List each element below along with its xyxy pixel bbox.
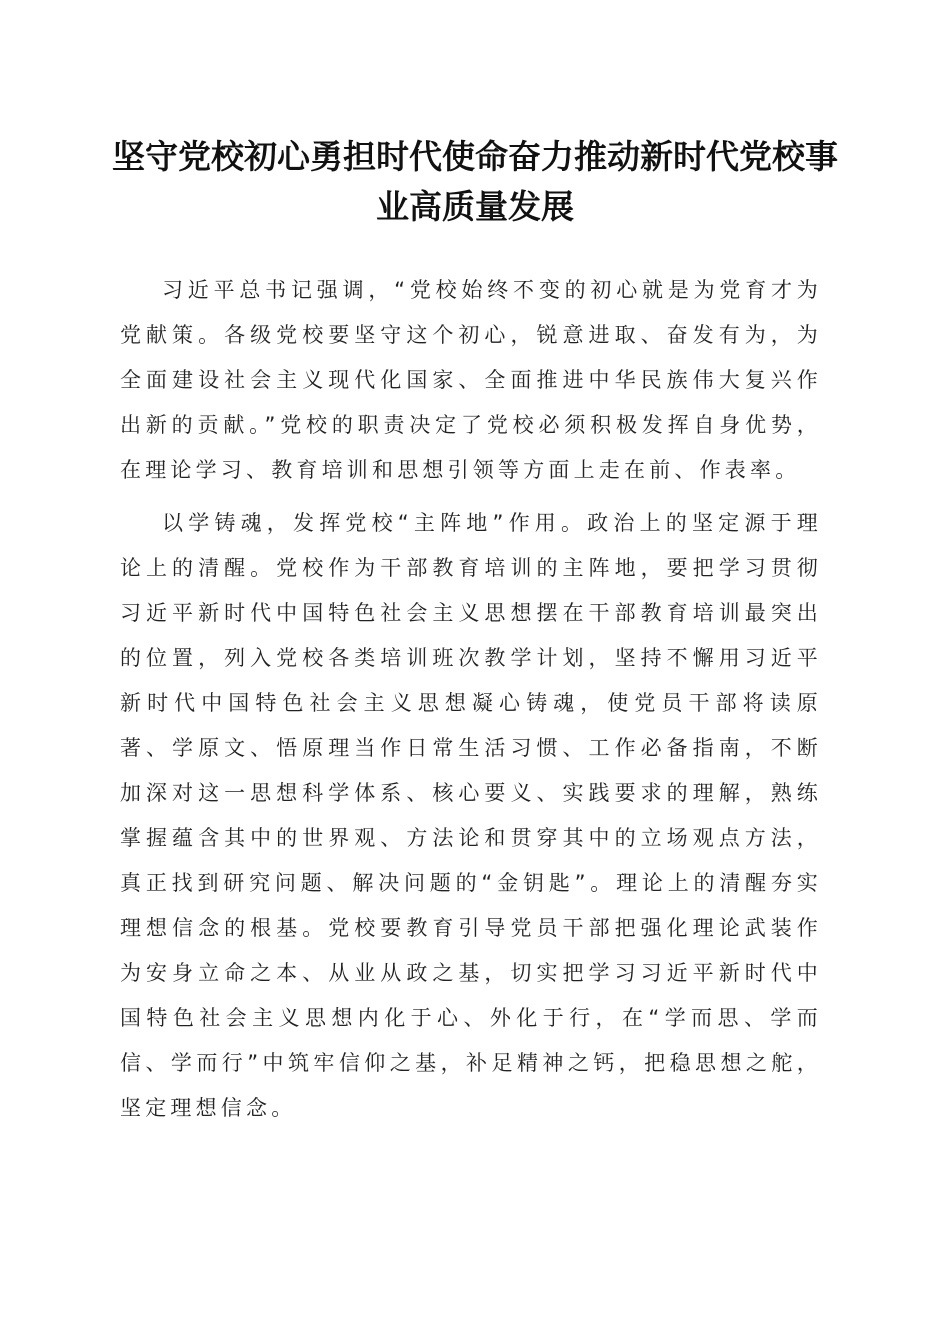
document-title: 坚守党校初心勇担时代使命奋力推动新时代党校事业高质量发展 [112, 137, 838, 226]
document-body [120, 268, 822, 1131]
paragraph-1: 习近平总书记强调，“党校始终不变的初心就是为党育才为党献策。各级党校要坚守这个初心，锐意进取、奋发有为，为全面建设社会主义现代化国家、全面推进中华民族伟大复兴作出新的贡献。”党校的职责决定了党校必须积极发挥自身优势，在理论学习、教育培训和思想引领等方面上走在前、作表率。 [120, 278, 822, 482]
paragraph-2: 以学铸魂，发挥党校“主阵地”作用。政治上的坚定源于理论上的清醒。党校作为干部教育培训的主阵地，要把学习贯彻习近平新时代中国特色社会主义思想摆在干部教育培训最突出的位置，列入党校各类培训班次教学计划，坚持不懈用习近平新时代中国特色社会主义思想凝心铸魂，使党员干部将读原著、学原文、悟原理当作日常生活习惯、工作必备指南，不断加深对这一思想科学体系、核心要义、实践要求的理解，熟练掌握蕴含其中的世界观、方法论和贯穿其中的立场观点方法，真正找到研究问题、解决问题的“金钥匙”。理论上的清醒夯实理想信念的根基。党校要教育引导党员干部把强化理论武装作为安身立命之本、从业从政之基，切实把学习习近平新时代中国特色社会主义思想内化于心、外化于行，在“学而思、学而信、学而行”中筑牢信仰之基，补足精神之钙，把稳思想之舵，坚定理想信念。 [120, 511, 822, 1120]
